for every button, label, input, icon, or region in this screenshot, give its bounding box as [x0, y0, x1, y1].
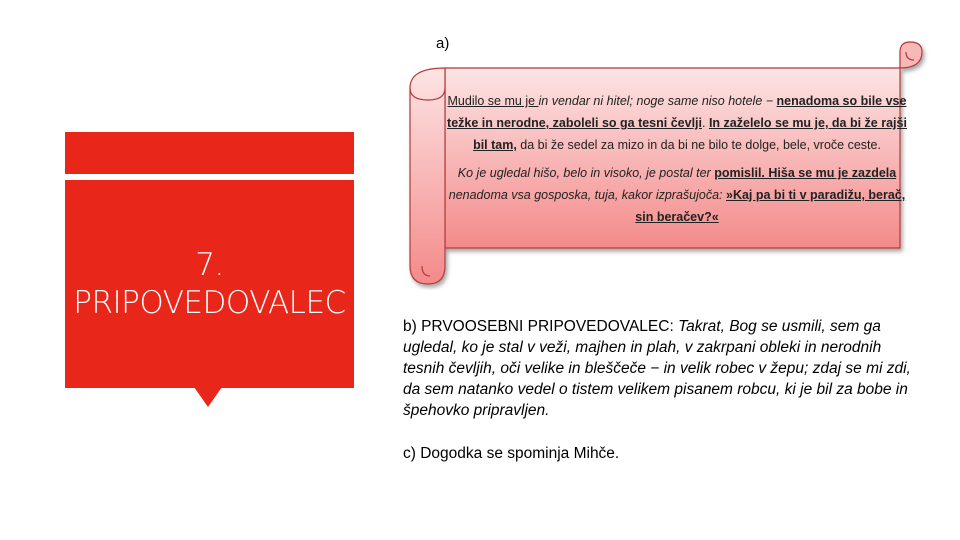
title-panel-pointer [194, 387, 222, 407]
scroll-paragraph-1 [444, 90, 910, 156]
scroll-p1-segment: nenadoma so bile vse težke in nerodne, zaboleli so ga tesni čevlji [447, 94, 907, 130]
scroll-p1-segment: da bi že sedel za mizo in da bi ne bilo te dolge, bele, vroče ceste. [516, 138, 881, 152]
scroll-p2-segment: nenadoma vsa gosposka, tuja, kakor izprašujoča: [448, 188, 726, 202]
slide-title-word: PRIPOVEDOVALEC [73, 285, 346, 321]
section-b-text [403, 316, 923, 421]
scroll-p2-segment: pomislil. Hiša se mu je zazdela [714, 166, 897, 180]
scroll-p1-segment: in vendar ni hitel; noge same niso hotele − [538, 94, 777, 108]
slide-title [65, 246, 354, 322]
scroll-p1-segment: Mudilo se mu je [447, 94, 539, 108]
scroll-p1-segment: In zaželelo se mu je, da bi že rajši bil tam, [473, 116, 907, 152]
scroll-p2-segment: »Kaj pa bi ti v paradižu, berač, sin beračev?« [635, 188, 906, 224]
section-c-text: c) Dogodka se spominja Mihče. [403, 445, 620, 462]
scroll-paragraph-2 [444, 162, 910, 228]
section-a-label: a) [436, 35, 450, 52]
scroll-excerpt [444, 90, 910, 228]
slide-title-number: 7. [195, 247, 224, 283]
title-accent-strip [65, 132, 354, 174]
section-b-quote: Takrat, Bog se usmili, sem ga ugledal, ko je stal v veži, majhen in plah, v zakrpani obleki in nerodnih tesnih čevljih, oči velike in bleščeče − in velik robec v žepu; zdaj se mi zdi, da sem natanko vedel o tistem velikem pisanem robcu, ki je bil za bobe in špehovko pripravljen. [403, 318, 911, 419]
scroll-p1-segment: . [702, 116, 709, 130]
scroll-p2-segment: Ko je ugledal hišo, belo in visoko, je postal ter [457, 166, 715, 180]
section-b-prefix: b) PRVOOSEBNI PRIPOVEDOVALEC: [403, 318, 679, 335]
